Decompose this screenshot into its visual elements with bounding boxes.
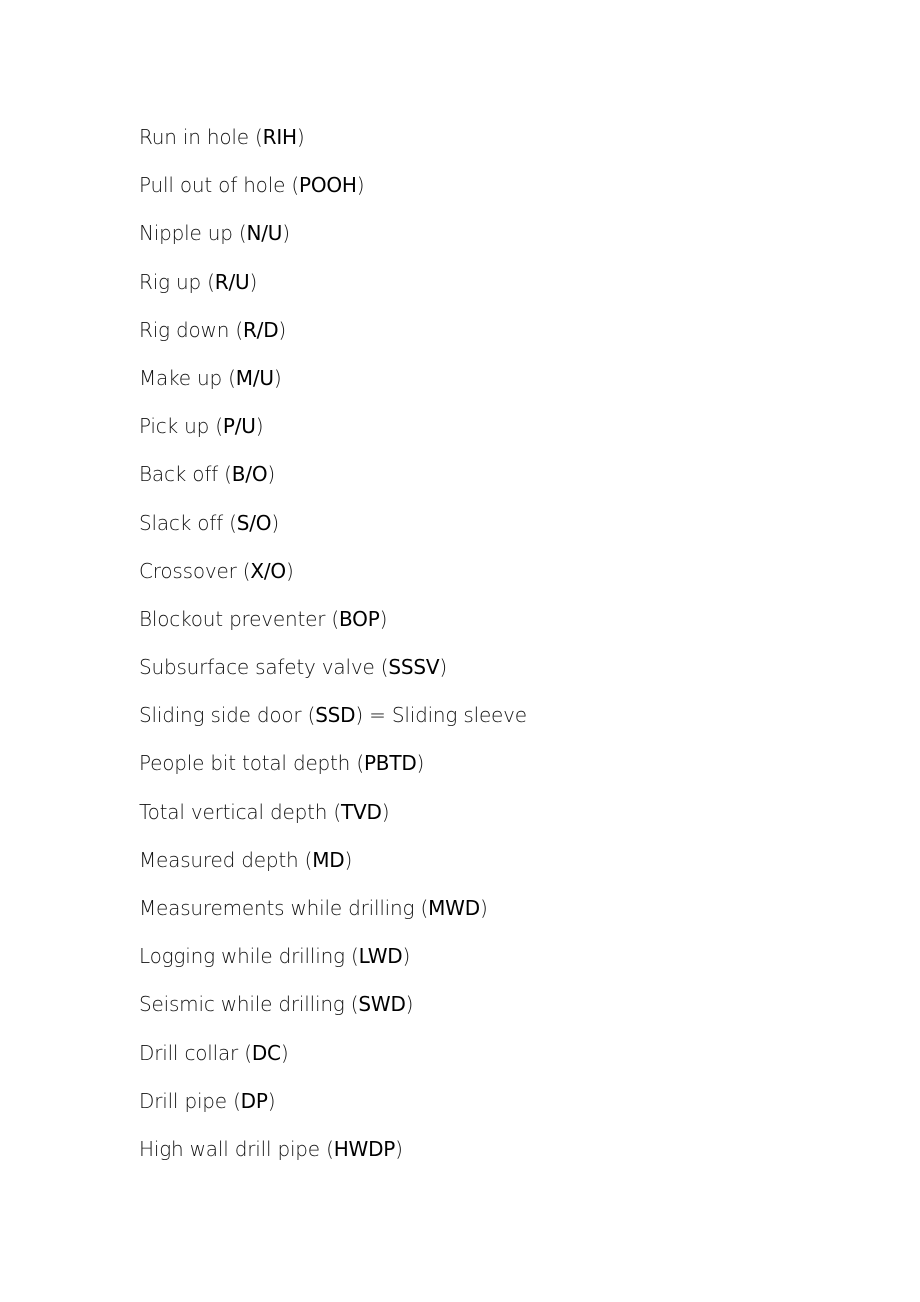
term-item: Seismic while drilling (SWD) xyxy=(139,992,414,1017)
term-name: People bit total depth xyxy=(139,751,351,776)
term-abbreviation: SSD xyxy=(315,703,356,728)
term-abbreviation: BOP xyxy=(339,606,380,631)
term-item: Rig down (R/D) xyxy=(139,317,286,342)
term-abbreviation: MD xyxy=(312,847,345,872)
term-abbreviation: B/O xyxy=(231,462,268,487)
term-name: Logging while drilling xyxy=(139,944,345,969)
term-item: Pick up (P/U) xyxy=(139,414,264,439)
term-item: Crossover (X/O) xyxy=(139,558,294,583)
term-abbreviation: N/U xyxy=(246,221,283,246)
term-abbreviation: R/D xyxy=(242,317,279,342)
term-name: Slack off xyxy=(139,510,223,535)
term-item: Run in hole (RIH) xyxy=(139,125,305,149)
term-name: Pull out of hole xyxy=(139,173,286,198)
term-abbreviation: RIH xyxy=(262,125,297,149)
term-item: High wall drill pipe (HWDP) xyxy=(139,1136,403,1161)
term-name: Seismic while drilling xyxy=(139,992,345,1017)
term-name: Crossover xyxy=(139,558,237,583)
term-abbreviation: P/U xyxy=(222,414,256,439)
term-name: Drill collar xyxy=(139,1040,239,1065)
term-abbreviation: POOH xyxy=(298,173,357,198)
term-abbreviation: PBTD xyxy=(363,751,417,776)
term-abbreviation: S/O xyxy=(236,510,272,535)
term-name: High wall drill pipe xyxy=(139,1136,320,1161)
term-abbreviation: DC xyxy=(251,1040,281,1065)
term-name: Back off xyxy=(139,462,219,487)
term-abbreviation: R/U xyxy=(214,269,250,294)
term-name: Nipple up xyxy=(139,221,233,246)
term-name: Measurements while drilling xyxy=(139,896,415,920)
term-abbreviation: HWDP xyxy=(333,1136,396,1161)
term-abbreviation: LWD xyxy=(358,944,403,969)
term-name: Subsurface safety valve xyxy=(139,655,375,680)
term-item: Slack off (S/O) xyxy=(139,510,279,535)
term-abbreviation: M/U xyxy=(235,365,274,390)
term-name: Drill pipe xyxy=(139,1088,227,1113)
term-item: Pull out of hole (POOH) xyxy=(139,173,365,198)
term-name: Blockout preventer xyxy=(139,606,326,631)
term-name: Sliding side door xyxy=(139,703,302,728)
term-abbreviation: X/O xyxy=(250,558,286,583)
term-item: Subsurface safety valve (SSSV) xyxy=(139,655,447,680)
term-abbreviation: MWD xyxy=(428,896,480,920)
term-name: Measured depth xyxy=(139,847,299,872)
term-item: Measured depth (MD) xyxy=(139,847,353,872)
term-item: Drill pipe (DP) xyxy=(139,1088,276,1113)
term-item: Logging while drilling (LWD) xyxy=(139,944,411,969)
term-item: Back off (B/O) xyxy=(139,462,275,487)
term-abbreviation: SSSV xyxy=(388,655,440,680)
term-name: Rig down xyxy=(139,317,230,342)
term-item: Total vertical depth (TVD) xyxy=(139,799,390,824)
term-item: People bit total depth (PBTD) xyxy=(139,751,425,776)
term-item: Blockout preventer (BOP) xyxy=(139,606,388,631)
term-abbreviation: TVD xyxy=(340,799,382,824)
term-name: Make up xyxy=(139,365,223,390)
term-name: Total vertical depth xyxy=(139,799,328,824)
term-abbreviation: SWD xyxy=(358,992,406,1017)
term-item: Make up (M/U) xyxy=(139,365,282,390)
term-item: Sliding side door (SSD) = Sliding sleeve xyxy=(139,703,527,728)
term-item: Rig up (R/U) xyxy=(139,269,258,294)
term-item: Nipple up (N/U) xyxy=(139,221,290,246)
term-note: = Sliding sleeve xyxy=(363,703,527,728)
term-item: Drill collar (DC) xyxy=(139,1040,289,1065)
term-name: Run in hole xyxy=(139,125,249,149)
term-name: Rig up xyxy=(139,269,201,294)
term-name: Pick up xyxy=(139,414,210,439)
term-item: Measurements while drilling (MWD) xyxy=(139,896,488,920)
term-list xyxy=(139,121,527,1181)
term-abbreviation: DP xyxy=(240,1088,268,1113)
